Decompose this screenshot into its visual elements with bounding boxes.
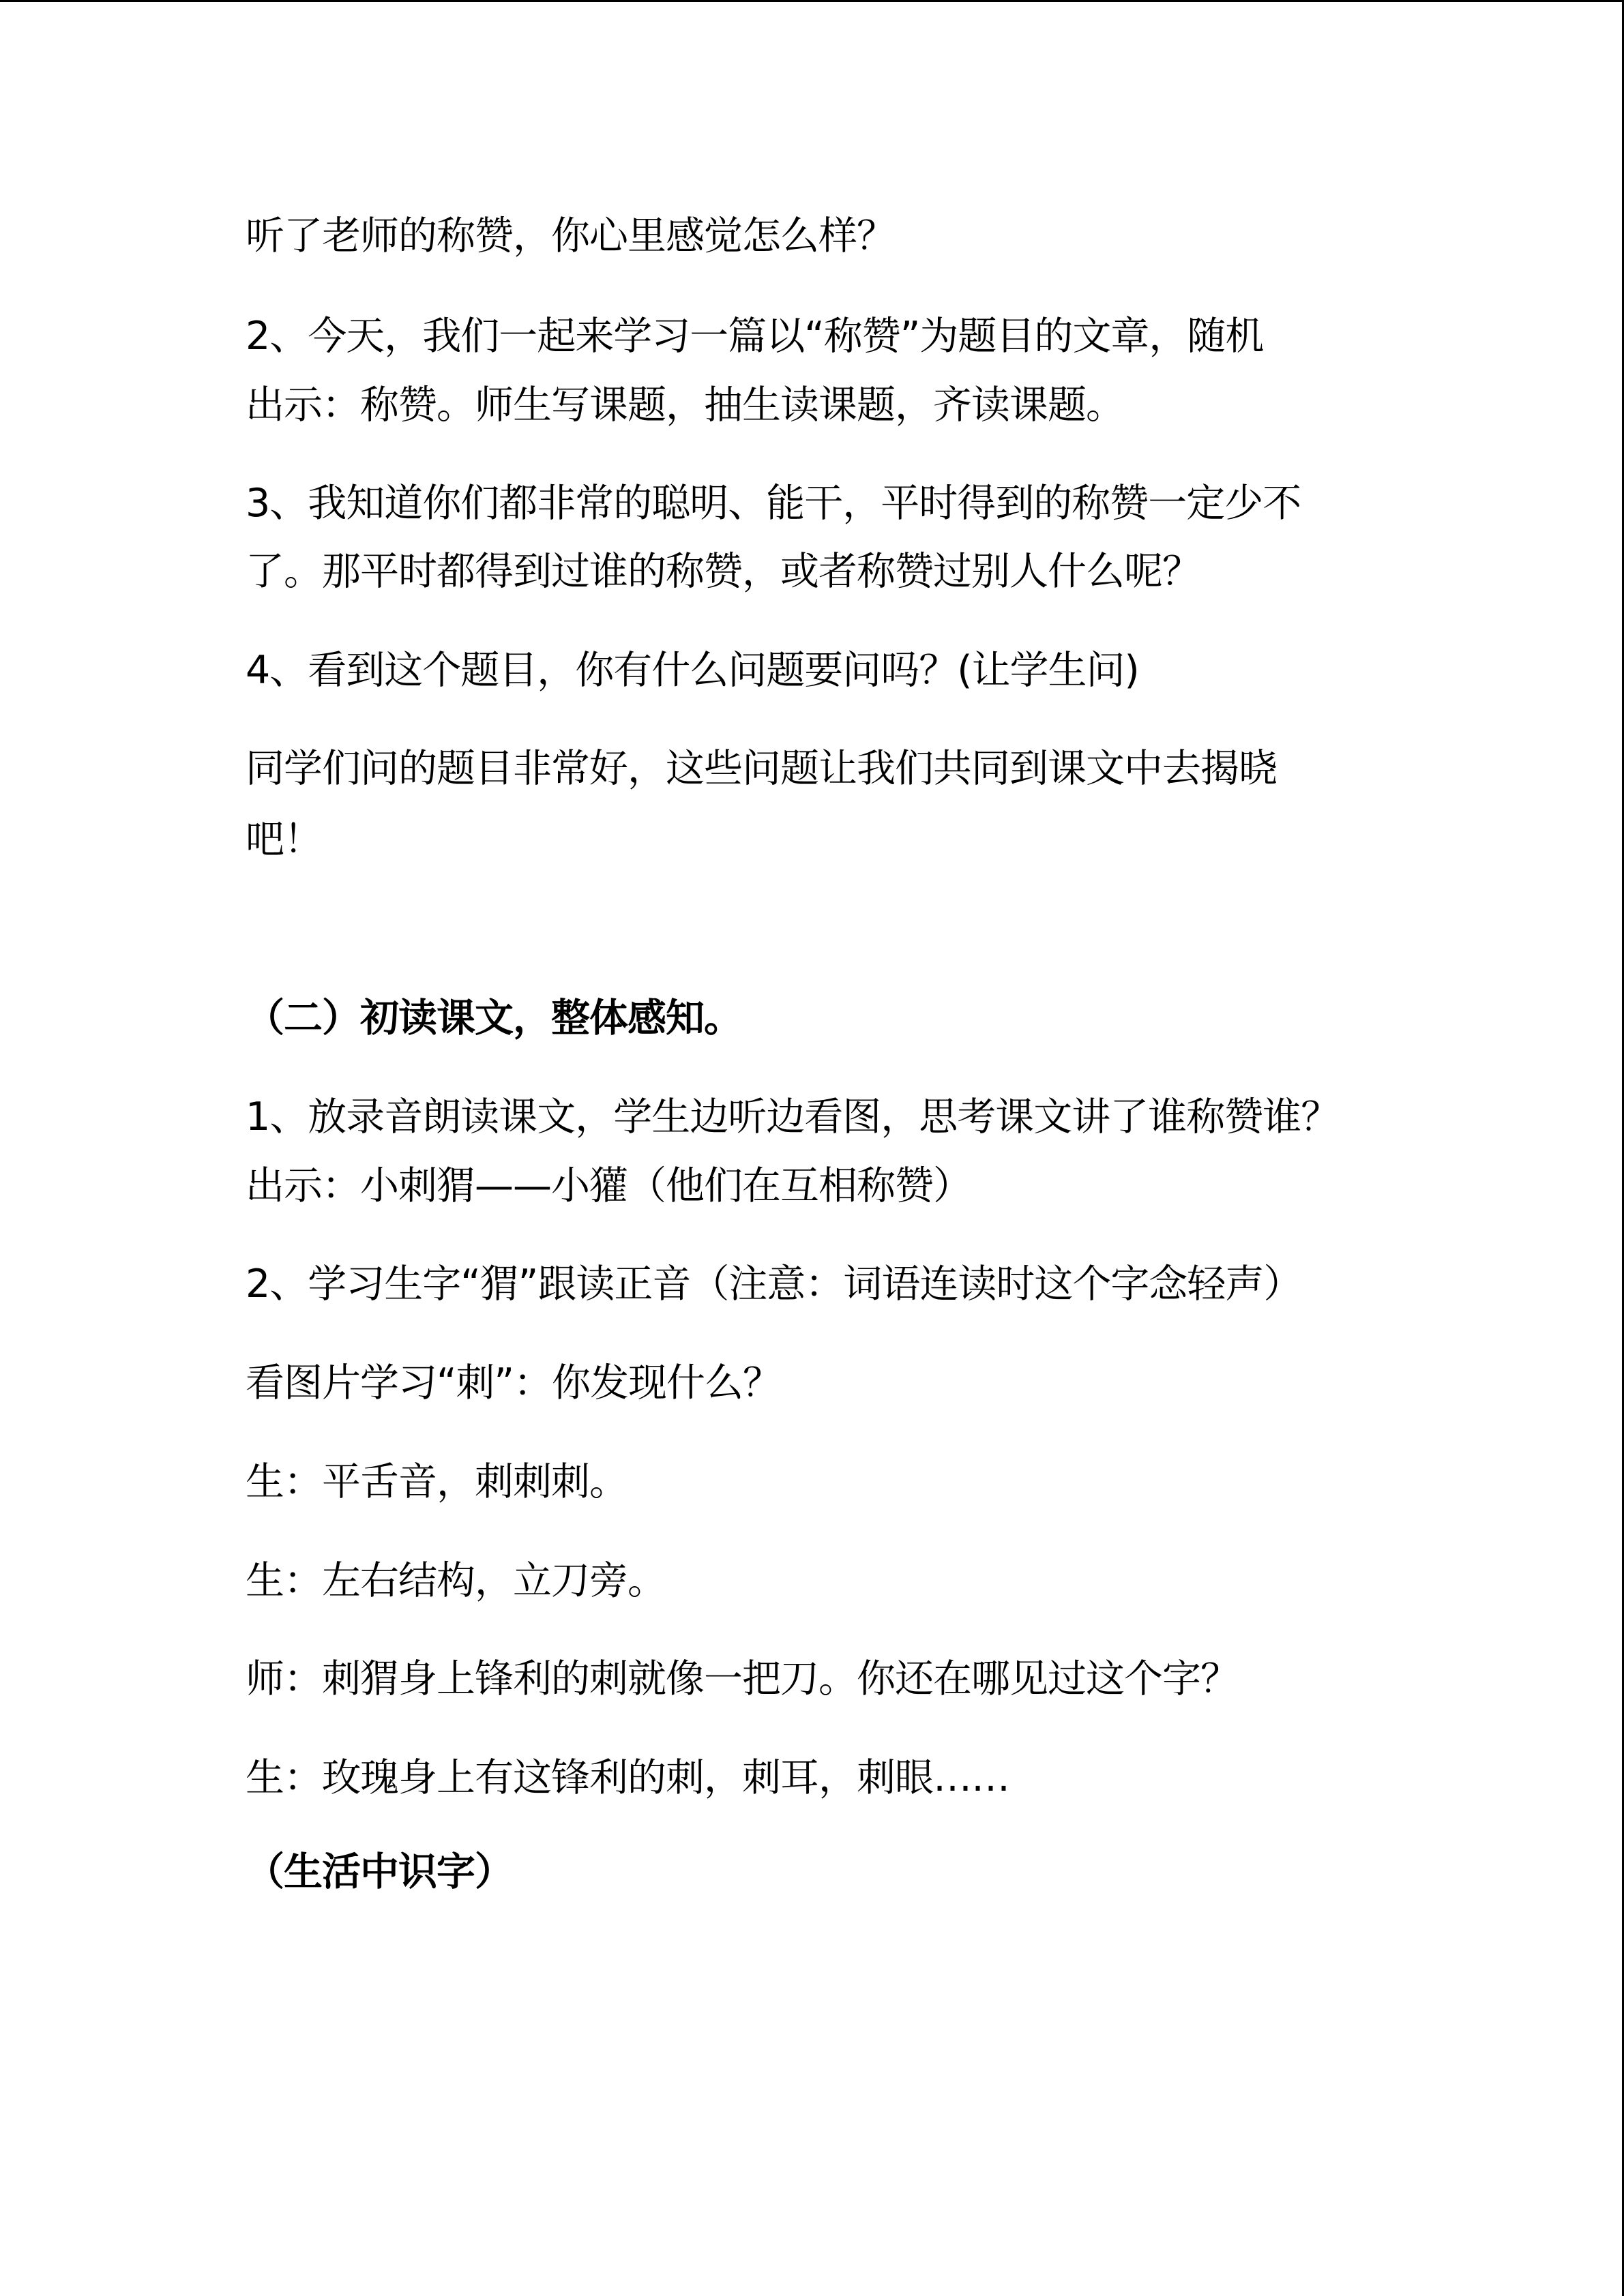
- text-line-12: 看图片学习“刺”：你发现什么？: [246, 1360, 782, 1405]
- text-line-5: 了。那平时都得到过谁的称赞，或者称赞过别人什么呢？: [246, 549, 1200, 594]
- text-line-2: 2、今天，我们一起来学习一篇以“称赞”为题目的文章，随机: [246, 314, 1264, 359]
- text-line-16: 生：玫瑰身上有这锋利的刺，刺耳，刺眼……: [246, 1755, 1009, 1800]
- text-line-11: 2、学习生字“猬”跟读正音（注意：词语连读时这个字念轻声）: [246, 1262, 1302, 1307]
- section-heading: （二）初读课文，整体感知。: [246, 996, 742, 1041]
- subsection-note: （生活中识字）: [246, 1849, 513, 1894]
- text-line-14: 生：左右结构，立刀旁。: [246, 1558, 666, 1603]
- text-line-8: 吧！: [246, 817, 322, 862]
- text-line-13: 生：平舌音，刺刺刺。: [246, 1459, 628, 1504]
- text-line-4: 3、我知道你们都非常的聪明、能干，平时得到的称赞一定少不: [246, 481, 1301, 526]
- text-line-7: 同学们问的题目非常好，这些问题让我们共同到课文中去揭晓: [246, 746, 1277, 791]
- text-line-10: 出示：小刺猬——小獾（他们在互相称赞）: [246, 1163, 971, 1208]
- text-line-1: 听了老师的称赞，你心里感觉怎么样？: [246, 213, 895, 258]
- text-line-3: 出示：称赞。师生写课题，抽生读课题，齐读课题。: [246, 383, 1124, 428]
- text-line-15: 师：刺猬身上锋利的刺就像一把刀。你还在哪见过这个字？: [246, 1656, 1239, 1701]
- text-line-6: 4、看到这个题目，你有什么问题要问吗？(让学生问): [246, 648, 1139, 693]
- text-line-9: 1、放录音朗读课文，学生边听边看图，思考课文讲了谁称赞谁？: [246, 1094, 1340, 1139]
